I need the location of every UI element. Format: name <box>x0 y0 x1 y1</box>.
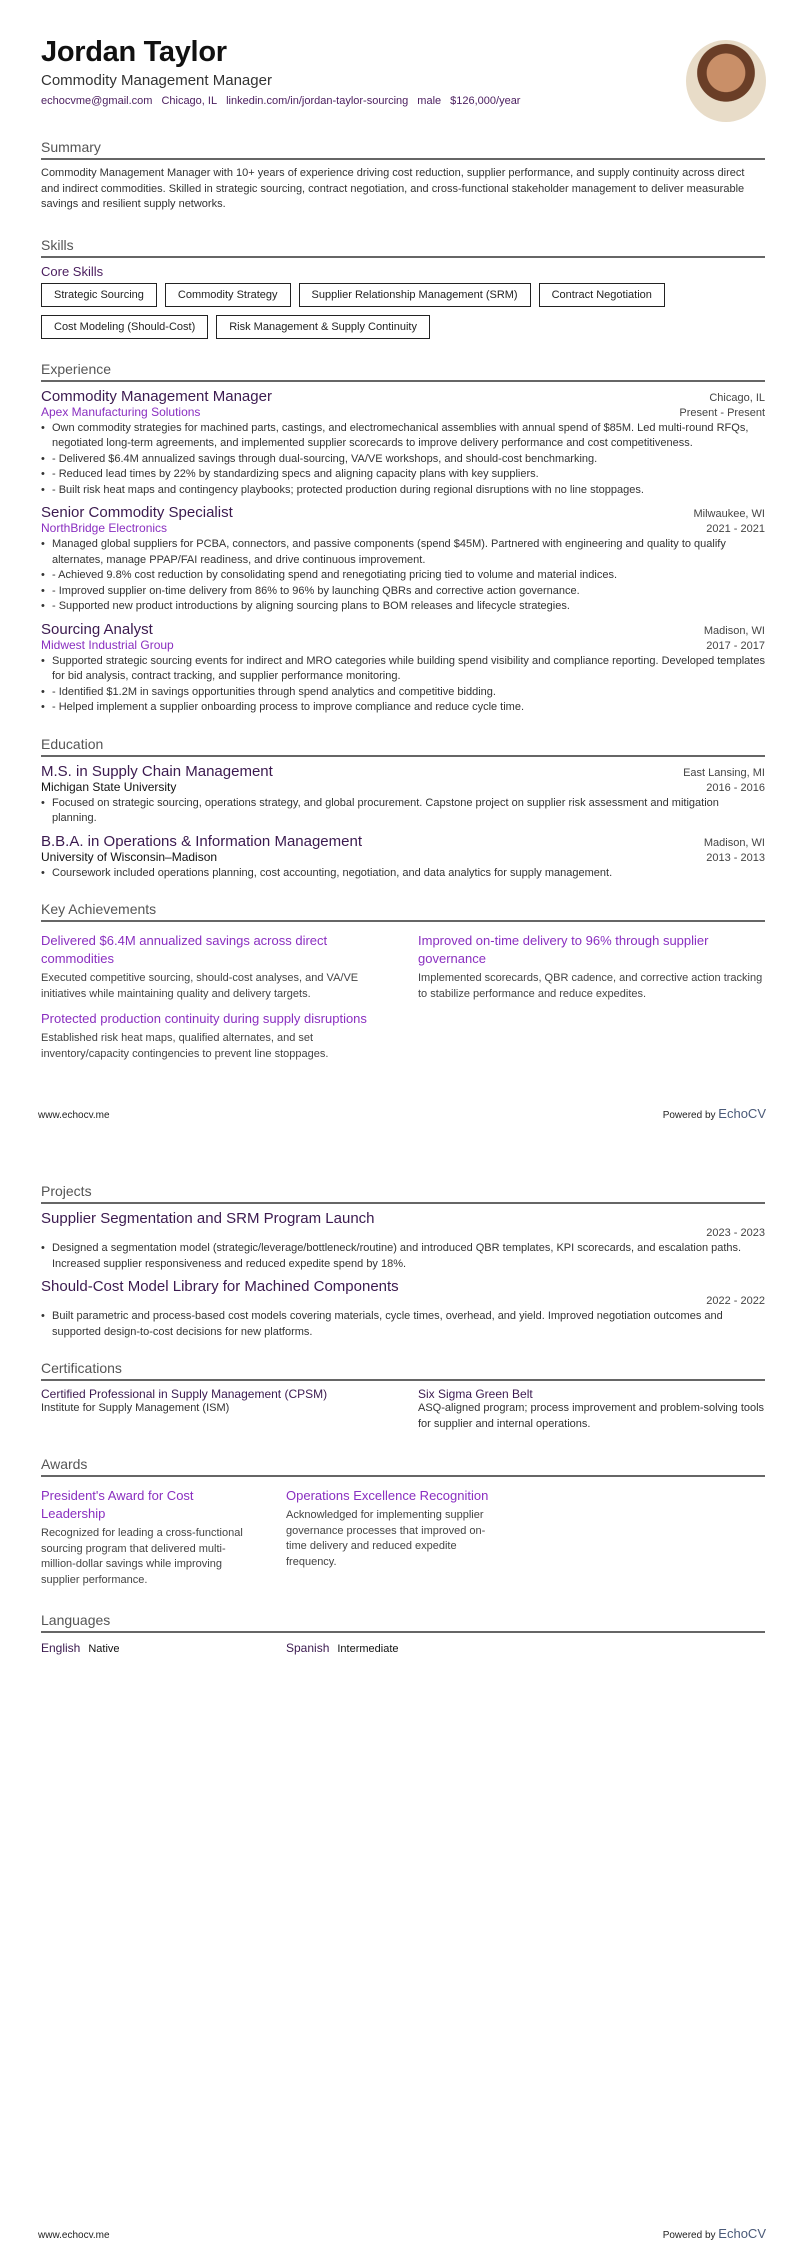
site-link[interactable]: www.echocv.me <box>38 2230 110 2241</box>
bullet-list <box>41 654 765 716</box>
awards-section <box>41 1456 765 1592</box>
item-sub-row <box>41 638 765 652</box>
certifications-section <box>41 1360 765 1432</box>
email-link[interactable]: echocvme@gmail.com <box>41 95 153 107</box>
resume-page-2 <box>41 1183 765 1657</box>
powered-by <box>663 2226 766 2241</box>
award-item <box>41 1483 259 1592</box>
education <box>41 763 765 827</box>
section-heading: Projects <box>41 1183 765 1204</box>
award-title: President's Award for Cost Leadership <box>41 1488 194 1521</box>
page-footer <box>38 1106 766 1121</box>
bullet-item: • - Reduced lead times by 22% by standardizing specs and aligning capacity plans with key suppliers. <box>41 467 765 483</box>
item-header-row <box>41 833 765 850</box>
item-sub-row <box>41 1295 765 1307</box>
job-company: Midwest Industrial Group <box>41 637 174 652</box>
education-title: M.S. in Supply Chain Management <box>41 762 273 780</box>
skill-tag: Contract Negotiation <box>539 283 665 307</box>
job-dates: 2017 - 2017 <box>706 639 765 652</box>
job-title: Senior Commodity Specialist <box>41 504 233 521</box>
brand-logo[interactable]: EchoCV <box>718 2226 766 2241</box>
item-header-row <box>41 763 765 780</box>
section-heading: Awards <box>41 1456 765 1477</box>
language-level: Native <box>88 1643 120 1655</box>
languages-section <box>41 1612 765 1657</box>
bullet-list <box>41 796 765 827</box>
bullet-item: • Built parametric and process-based cost models covering materials, cycle times, overhead, and yield. Improved negotiation outcomes and supported design-to-cost decisions for new platforms. <box>41 1309 765 1340</box>
bullet-item: • - Built risk heat maps and contingency playbooks; protected production during regional disruptions with no line stoppages. <box>41 483 765 499</box>
bullet-list <box>41 421 765 499</box>
bullet-list <box>41 1309 765 1340</box>
item-header-row <box>41 1210 765 1227</box>
section-heading: Education <box>41 736 765 757</box>
powered-label: Powered by <box>662 2230 716 2241</box>
item-sub-row <box>41 521 765 535</box>
achievement-item <box>418 928 765 1006</box>
profile-photo <box>686 40 766 122</box>
skill-tag: Strategic Sourcing <box>41 283 157 307</box>
project <box>41 1210 765 1272</box>
bullet-item: • - Helped implement a supplier onboarding process to improve compliance and reduce cycle time. <box>41 700 765 716</box>
education-school: University of Wisconsin–Madison <box>41 849 218 864</box>
language-level: Intermediate <box>337 1643 399 1655</box>
item-header-row <box>41 621 765 638</box>
job-dates: 2021 - 2021 <box>706 523 765 535</box>
achievement-desc: Established risk heat maps, qualified alternates, and set inventory/capacity contingencies to prevent line stoppages. <box>41 1032 329 1060</box>
bullet-item: • Focused on strategic sourcing, operations strategy, and global procurement. Capstone project on supplier risk assessment and mitigation planning. <box>41 796 765 827</box>
bullet-item: • - Delivered $6.4M annualized savings through dual-sourcing, VA/VE workshops, and should-cost benchmarking. <box>41 452 765 468</box>
award-item <box>286 1483 504 1592</box>
job-title: Sourcing Analyst <box>41 620 153 638</box>
powered-label: Powered by <box>662 1110 716 1121</box>
bullet-item: • Coursework included operations planning, cost accounting, negotiation, and data analytics for supply management. <box>41 866 765 882</box>
achievement-item <box>41 1006 388 1066</box>
projects-section <box>41 1183 765 1340</box>
skill-tag: Supplier Relationship Management (SRM) <box>299 283 531 307</box>
item-header-row <box>41 504 765 521</box>
bullet-item: • Own commodity strategies for machined parts, castings, and electromechanical assemblies with annual spend of $85M. Led multi-round RFQs, negotiated long-term agreements, and implemented supplier scorecards to improve delivery performance and cost competitiveness. <box>41 421 765 452</box>
education-school: Michigan State University <box>41 779 177 794</box>
education <box>41 833 765 882</box>
education-dates: 2016 - 2016 <box>706 781 765 794</box>
item-sub-row <box>41 1227 765 1239</box>
job-location: Milwaukee, WI <box>693 508 765 520</box>
job-dates: Present - Present <box>679 406 765 419</box>
education-dates: 2013 - 2013 <box>706 851 765 864</box>
project-dates: 2023 - 2023 <box>706 1227 765 1239</box>
skill-tag: Cost Modeling (Should-Cost) <box>41 315 208 339</box>
bullet-item: • - Achieved 9.8% cost reduction by consolidating spend and renegotiating pricing tied to volume and material indices. <box>41 568 765 584</box>
language-name: English <box>41 1641 81 1655</box>
language-item <box>41 1639 259 1657</box>
candidate-title: Commodity Management Manager <box>41 72 272 89</box>
achievement-item <box>41 928 388 1006</box>
bullet-list <box>41 537 765 615</box>
job-title: Commodity Management Manager <box>41 387 272 405</box>
brand-logo[interactable]: EchoCV <box>718 1106 766 1121</box>
project-dates: 2022 - 2022 <box>706 1295 765 1307</box>
certification-item <box>418 1387 765 1432</box>
job <box>41 621 765 716</box>
powered-by <box>663 1106 766 1121</box>
cert-title: Certified Professional in Supply Management (CPSM) <box>41 1387 328 1401</box>
job-location: Madison, WI <box>703 624 765 637</box>
job-location: Chicago, IL <box>709 391 765 404</box>
education-section <box>41 736 765 882</box>
skill-tag: Commodity Strategy <box>165 283 291 307</box>
cert-desc: Institute for Supply Management (ISM) <box>41 1402 230 1414</box>
project-title: Supplier Segmentation and SRM Program Launch <box>41 1210 375 1227</box>
section-heading: Certifications <box>41 1360 765 1381</box>
page-footer <box>38 2226 766 2241</box>
contact-info <box>41 95 765 107</box>
job <box>41 388 765 499</box>
resume-page-1 <box>41 36 765 1066</box>
skills-section <box>41 237 765 339</box>
section-heading: Experience <box>41 361 765 382</box>
item-header-row <box>41 388 765 405</box>
education-location: Madison, WI <box>703 836 765 849</box>
bullet-item: • - Improved supplier on-time delivery from 86% to 96% by launching QBRs and corrective action governance. <box>41 584 765 600</box>
bullet-item: • Supported strategic sourcing events for indirect and MRO categories while building spend visibility and compliance reporting. Developed templates for bid analysis, contract tracking, and supplier performance monitoring. <box>41 654 765 685</box>
achievements-section <box>41 901 765 1066</box>
item-sub-row <box>41 780 765 794</box>
skill-tags <box>41 283 765 339</box>
site-link[interactable]: www.echocv.me <box>38 1110 110 1121</box>
gender: male <box>417 95 442 107</box>
achievement-title: Delivered $6.4M annualized savings across direct commodities <box>41 933 328 966</box>
job <box>41 504 765 615</box>
section-heading: Skills <box>41 237 765 258</box>
achievement-title: Protected production continuity during supply disruptions <box>41 1011 367 1026</box>
bullet-item: • - Identified $1.2M in savings opportunities through spend analytics and competitive bidding. <box>41 685 765 701</box>
award-title: Operations Excellence Recognition <box>286 1488 489 1503</box>
award-desc: Acknowledged for implementing supplier governance processes that improved on-time delivery and reduced expedite frequency. <box>286 1509 486 1568</box>
achievement-desc: Implemented scorecards, QBR cadence, and corrective action tracking to stabilize performance and reduce expedites. <box>418 972 763 1000</box>
achievement-desc: Executed competitive sourcing, should-cost analyses, and VA/VE initiatives while maintaining quality and delivery targets. <box>41 972 359 1000</box>
language-item <box>286 1639 504 1657</box>
language-name: Spanish <box>286 1641 330 1655</box>
salary: $126,000/year <box>450 95 521 107</box>
section-heading: Key Achievements <box>41 901 765 922</box>
award-desc: Recognized for leading a cross-functional sourcing program that delivered multi-million-dollar savings while improving supplier performance. <box>41 1527 243 1586</box>
cert-desc: ASQ-aligned program; process improvement and problem-solving tools for supplier and internal operations. <box>418 1402 765 1430</box>
education-title: B.B.A. in Operations & Information Management <box>41 832 362 850</box>
item-sub-row <box>41 405 765 419</box>
bullet-item: • Managed global suppliers for PCBA, connectors, and passive components (spend $45M). Partnered with engineering and quality to qualify alternates, manage PPAP/FAI readiness, and drive continuous improvement. <box>41 537 765 568</box>
bullet-item: • Designed a segmentation model (strategic/leverage/bottleneck/routine) and introduced QBR templates, KPI scorecards, and escalation paths. Increased supplier responsiveness and reduced expedite spend by 18%. <box>41 1241 765 1272</box>
linkedin-link[interactable]: linkedin.com/in/jordan-taylor-sourcing <box>226 95 409 107</box>
summary-text: Commodity Management Manager with 10+ years of experience driving cost reduction, supplier performance, and supply continuity across direct and indirect commodities. Skilled in strategic sourcing, contract negotiation, and cross-functional stakeholder management to deliver measurable savings and resilient supply networks. <box>41 167 745 210</box>
bullet-list <box>41 866 765 882</box>
bullet-list <box>41 1241 765 1272</box>
skill-group-title: Core Skills <box>41 263 104 279</box>
education-location: East Lansing, MI <box>683 766 765 779</box>
job-company: Apex Manufacturing Solutions <box>41 404 201 419</box>
section-heading: Languages <box>41 1612 765 1633</box>
project <box>41 1278 765 1340</box>
bullet-item: • - Supported new product introductions by aligning sourcing plans to BOM releases and lifecycle strategies. <box>41 599 765 615</box>
summary-section <box>41 139 765 213</box>
job-company: NorthBridge Electronics <box>41 521 168 535</box>
candidate-name: Jordan Taylor <box>41 36 227 68</box>
cert-title: Six Sigma Green Belt <box>418 1387 533 1401</box>
experience-section <box>41 361 765 716</box>
skill-tag: Risk Management & Supply Continuity <box>216 315 430 339</box>
section-heading: Summary <box>41 139 765 160</box>
item-sub-row <box>41 850 765 864</box>
certification-item <box>41 1387 388 1432</box>
project-title: Should-Cost Model Library for Machined Components <box>41 1278 399 1295</box>
achievement-title: Improved on-time delivery to 96% through supplier governance <box>418 933 709 966</box>
location: Chicago, IL <box>161 95 218 107</box>
item-header-row <box>41 1278 765 1295</box>
